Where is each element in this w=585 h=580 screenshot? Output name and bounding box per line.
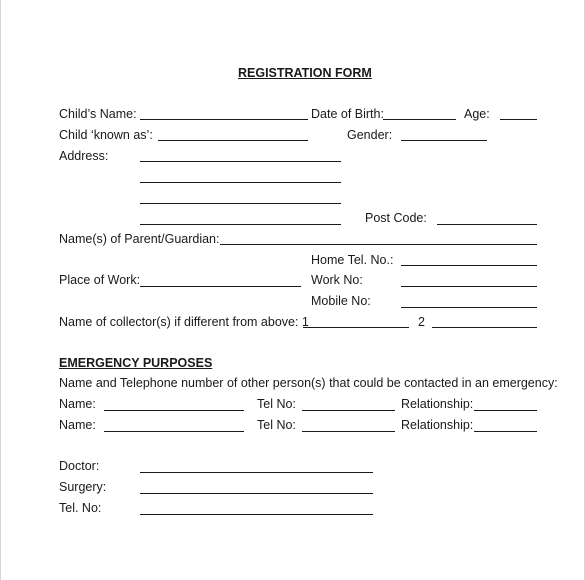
emergency-relationship-field-2[interactable] (474, 431, 537, 432)
emergency-tel-field-1[interactable] (302, 410, 395, 411)
parent-guardian-label: Name(s) of Parent/Guardian: (59, 232, 220, 246)
place-of-work-label: Place of Work: (59, 273, 141, 287)
child-known-as-field[interactable] (158, 140, 308, 141)
collectors-label: Name of collector(s) if different from above: 1 (59, 315, 309, 329)
address-line-4[interactable] (140, 224, 341, 225)
mobile-no-field[interactable] (401, 307, 537, 308)
age-field[interactable] (500, 119, 537, 120)
emergency-instruction: Name and Telephone number of other person(s) that could be contacted in an emergency: (59, 376, 558, 390)
post-code-label: Post Code: (365, 211, 427, 225)
gender-field[interactable] (401, 140, 487, 141)
form-title: REGISTRATION FORM (238, 66, 372, 80)
emergency-name-field-1[interactable] (104, 410, 244, 411)
home-tel-label: Home Tel. No.: (311, 253, 394, 267)
date-of-birth-field[interactable] (383, 119, 456, 120)
emergency-relationship-field-1[interactable] (474, 410, 537, 411)
parent-guardian-field[interactable] (220, 244, 537, 245)
emergency-tel-field-2[interactable] (302, 431, 395, 432)
emergency-heading: EMERGENCY PURPOSES (59, 356, 213, 370)
address-line-1[interactable] (140, 161, 341, 162)
gender-label: Gender: (347, 128, 393, 142)
surgery-label: Surgery: (59, 480, 107, 494)
place-of-work-field[interactable] (140, 286, 301, 287)
emergency-name-label-1: Name: (59, 397, 96, 411)
age-label: Age: (464, 107, 490, 121)
surgery-field[interactable] (140, 493, 373, 494)
emergency-tel-label-2: Tel No: (257, 418, 296, 432)
collector-1-field[interactable] (303, 327, 409, 328)
date-of-birth-label: Date of Birth: (311, 107, 384, 121)
emergency-tel-label-1: Tel No: (257, 397, 296, 411)
home-tel-field[interactable] (401, 265, 537, 266)
doctor-tel-field[interactable] (140, 514, 373, 515)
work-no-label: Work No: (311, 273, 363, 287)
emergency-relationship-label-2: Relationship: (401, 418, 474, 432)
address-line-2[interactable] (140, 182, 341, 183)
address-label: Address: (59, 149, 109, 163)
emergency-relationship-label-1: Relationship: (401, 397, 474, 411)
child-name-label: Child’s Name: (59, 107, 137, 121)
child-known-as-label: Child ‘known as’: (59, 128, 153, 142)
child-name-field[interactable] (140, 119, 308, 120)
work-no-field[interactable] (401, 286, 537, 287)
mobile-no-label: Mobile No: (311, 294, 371, 308)
collector-2-field[interactable] (432, 327, 537, 328)
post-code-field[interactable] (437, 224, 537, 225)
emergency-name-label-2: Name: (59, 418, 96, 432)
doctor-field[interactable] (140, 472, 373, 473)
emergency-name-field-2[interactable] (104, 431, 244, 432)
doctor-label: Doctor: (59, 459, 100, 473)
address-line-3[interactable] (140, 203, 341, 204)
doctor-tel-label: Tel. No: (59, 501, 102, 515)
collector-2-label: 2 (418, 315, 425, 329)
